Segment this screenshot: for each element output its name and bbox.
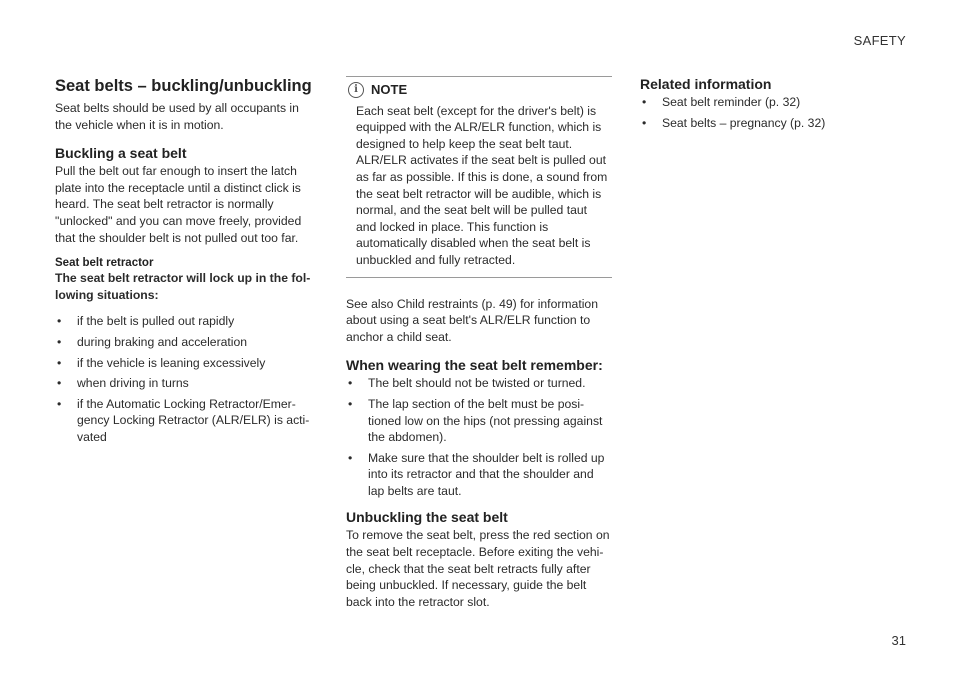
note-title: NOTE	[371, 82, 408, 97]
column-left	[55, 76, 313, 450]
related-heading: Related information	[640, 76, 772, 92]
remember-heading: When wearing the seat belt remember:	[346, 357, 603, 374]
list-item: • during braking and acceleration	[57, 334, 248, 349]
see-also-paragraph: See also Child restraints (p. 49) for information about using a seat belt's ALR/ELR function to anchor a child seat.	[346, 296, 598, 344]
unbuckling-paragraph: To remove the seat belt, press the red section on the seat belt receptacle. Before exiting the vehi-cle, check that the seat belt retracts fully after being unbuckled. If necessary, guide the belt back into the retractor slot.	[346, 528, 610, 609]
remember-list	[346, 375, 612, 499]
retractor-lead: The seat belt retractor will lock up in the fol-lowing situations:	[55, 271, 311, 302]
page-number: 31	[891, 633, 906, 648]
bullet-icon: •	[57, 355, 62, 370]
intro-paragraph: Seat belts should be used by all occupants in the vehicle when it is in motion.	[55, 101, 299, 132]
info-icon: i	[348, 82, 364, 98]
note-box	[346, 76, 612, 278]
retractor-list	[55, 313, 313, 445]
bullet-icon: •	[348, 450, 353, 465]
bullet-icon: •	[348, 396, 353, 411]
related-link-seat-belts-pregnancy[interactable]: • Seat belts – pregnancy (p. 32)	[642, 115, 826, 130]
bullet-icon: •	[642, 95, 647, 109]
retractor-heading: Seat belt retractor	[55, 257, 154, 270]
bullet-icon: •	[348, 376, 353, 391]
buckling-heading: Buckling a seat belt	[55, 145, 187, 162]
column-right	[640, 76, 902, 135]
bullet-icon: •	[57, 376, 62, 391]
related-link-seat-belt-reminder[interactable]: • Seat belt reminder (p. 32)	[642, 95, 801, 109]
list-item: • if the Automatic Locking Retractor/Emer-gency Locking Retractor (ALR/ELR) is acti-vated	[57, 396, 310, 444]
bullet-icon: •	[642, 115, 647, 130]
list-item: • if the vehicle is leaning excessively	[57, 355, 266, 370]
list-item: • The lap section of the belt must be posi-tioned low on the hips (not pressing against the abdomen).	[348, 396, 603, 445]
list-item: • when driving in turns	[57, 376, 189, 391]
section-title: SAFETY	[853, 33, 906, 48]
list-item: • if the belt is pulled out rapidly	[57, 314, 235, 329]
related-list	[640, 94, 902, 131]
note-text: Each seat belt (except for the driver's belt) is equipped with the ALR/ELR function, which is designed to help keep the seat belt taut. ALR/ELR activates if the seat belt is pulled out as far as possible. If this is done, a sound from the seat belt retractor will be audible, which is normal, and the seat belt will be pulled taut and locked in place. This function is automatically disabled when the seat belt is unbuckled and fully retracted.	[356, 103, 608, 267]
page-title: Seat belts – buckling/unbuckling	[55, 77, 312, 95]
note-header	[346, 82, 612, 99]
list-item: • Make sure that the shoulder belt is rolled up into its retractor and that the shoulder and lap belts are taut.	[348, 450, 605, 498]
unbuckling-heading: Unbuckling the seat belt	[346, 509, 508, 526]
buckling-paragraph: Pull the belt out far enough to insert the latch plate into the receptacle until a distinct click is heard. The seat belt retractor is normally "unlocked" and you can move freely, provided that the shoulder belt is not pulled out too far.	[55, 164, 302, 245]
bullet-icon: •	[57, 314, 62, 329]
bullet-icon: •	[57, 334, 62, 349]
bullet-icon: •	[57, 396, 62, 411]
list-item: • The belt should not be twisted or turned.	[348, 376, 586, 391]
column-middle	[346, 76, 612, 610]
